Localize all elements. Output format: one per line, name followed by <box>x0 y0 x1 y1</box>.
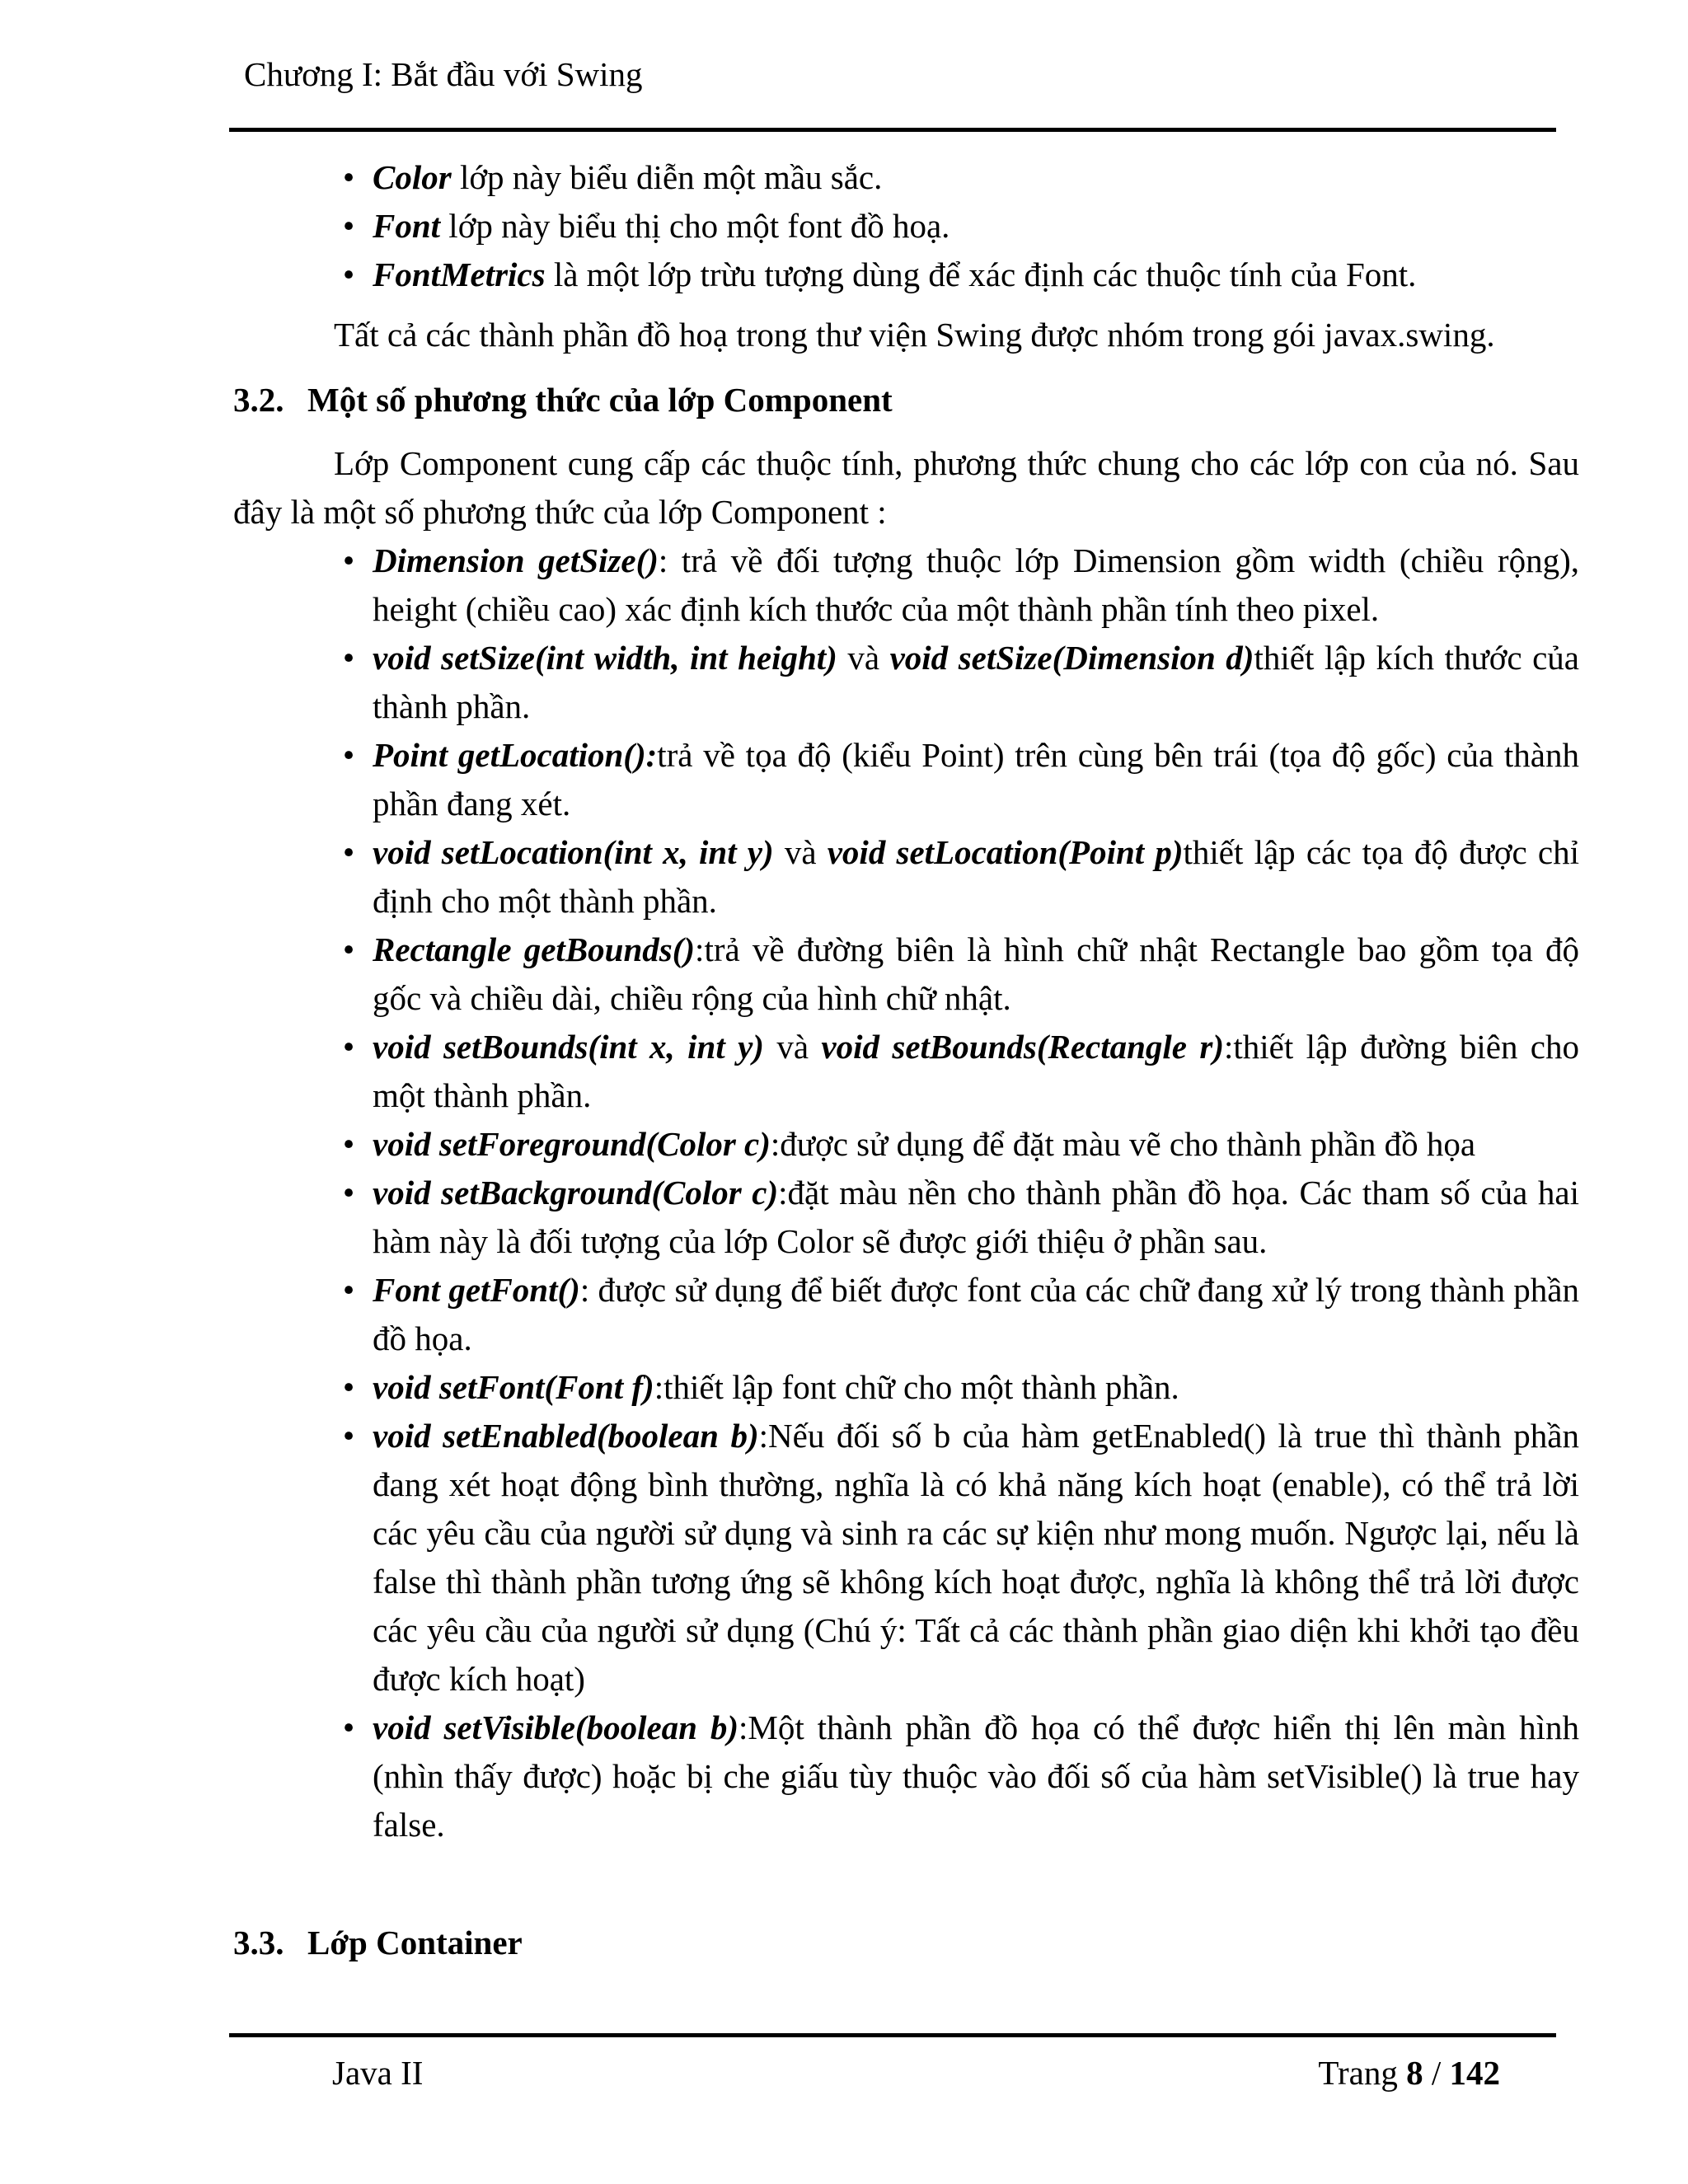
method-description: thiết lập kích thước của thành phần. <box>373 639 1580 725</box>
page-total: 142 <box>1449 2054 1500 2092</box>
method-list <box>233 537 1579 1849</box>
bullet-icon: • <box>342 1028 355 1066</box>
bullet-icon: • <box>342 158 355 196</box>
list-item <box>233 251 1579 299</box>
method-signature: void setSize(int width, int height) <box>373 639 837 677</box>
class-list <box>233 153 1579 299</box>
page-separator: / <box>1423 2054 1450 2092</box>
bullet-icon: • <box>342 930 355 968</box>
method-item <box>233 1363 1579 1412</box>
method-signature: Rectangle getBounds() <box>373 930 696 968</box>
class-description: lớp này biểu diễn một mầu sắc. <box>451 158 883 196</box>
method-connector: và <box>773 833 828 871</box>
bullet-icon: • <box>342 255 355 293</box>
method-signature-alt: void setBounds(Rectangle r) <box>821 1028 1224 1066</box>
method-item <box>233 1120 1579 1169</box>
method-description: trả về tọa độ (kiểu Point) trên cùng bên trái (tọa độ gốc) của thành phần đang xét. <box>373 736 1579 823</box>
method-item <box>233 1412 1579 1704</box>
bullet-icon: • <box>342 1125 355 1163</box>
list-item <box>233 153 1579 202</box>
page-header-title: Chương I: Bắt đầu với Swing <box>244 55 643 93</box>
method-description: thiết lập các tọa độ được chỉ định cho một thành phần. <box>373 833 1579 920</box>
section-heading-3-3 <box>233 1919 523 1967</box>
method-item <box>233 537 1579 634</box>
bullet-icon: • <box>342 1368 355 1406</box>
section-title: Một số phương thức của lớp Component <box>307 381 893 419</box>
method-description: :thiết lập font chữ cho một thành phần. <box>654 1368 1179 1406</box>
paragraph-swing: Tất cả các thành phần đồ hoạ trong thư viện Swing được nhóm trong gói javax.swing. <box>334 316 1495 354</box>
method-description: : được sử dụng để biết được font của các chữ đang xử lý trong thành phần đồ họa. <box>373 1271 1580 1357</box>
page-current: 8 <box>1406 2054 1423 2092</box>
method-item <box>233 828 1579 926</box>
bullet-icon: • <box>342 833 355 871</box>
method-description: :đặt màu nền cho thành phần đồ họa. Các tham số của hai hàm này là đối tượng của lớp Color sẽ được giới thiệu ở phần sau. <box>373 1174 1579 1260</box>
method-signature: void setEnabled(boolean b) <box>373 1417 759 1455</box>
method-description: :được sử dụng để đặt màu vẽ cho thành phần đồ họa <box>770 1125 1476 1163</box>
method-signature-alt: void setSize(Dimension d) <box>889 639 1254 677</box>
method-description: :thiết lập đường biên cho một thành phần. <box>373 1028 1580 1114</box>
class-term: Font <box>373 207 441 245</box>
section-number: 3.2. <box>233 381 284 419</box>
class-term: Color <box>373 158 452 196</box>
method-item <box>233 634 1579 731</box>
method-signature: Font getFont() <box>373 1271 580 1309</box>
method-description: :Một thành phần đồ họa có thể được hiển thị lên màn hình (nhìn thấy được) hoặc bị che giấu tùy thuộc vào đối số của hàm setVisible() là true hay false. <box>373 1708 1579 1844</box>
class-term: FontMetrics <box>373 255 546 293</box>
section-number: 3.3. <box>233 1924 284 1961</box>
class-description: là một lớp trừu tượng dùng để xác định các thuộc tính của Font. <box>545 255 1417 293</box>
bullet-icon: • <box>342 1174 355 1212</box>
section-heading-3-2 <box>233 376 1579 424</box>
method-signature: void setVisible(boolean b) <box>373 1708 738 1746</box>
method-signature: void setBackground(Color c) <box>373 1174 779 1212</box>
method-connector: và <box>763 1028 822 1066</box>
method-item <box>233 1266 1579 1363</box>
method-item <box>233 731 1579 828</box>
method-connector: và <box>837 639 890 677</box>
method-item <box>233 1704 1579 1849</box>
method-signature: void setBounds(int x, int y) <box>373 1028 764 1066</box>
header-rule <box>229 128 1556 132</box>
method-description: : trả về đối tượng thuộc lớp Dimension gồm width (chiều rộng), height (chiều cao) xác định kích thước của một thành phần tính theo pixel. <box>373 541 1579 628</box>
method-signature: Point getLocation(): <box>373 736 658 774</box>
method-description: :Nếu đối số b của hàm getEnabled() là true thì thành phần đang xét hoạt động bình thường, nghĩa là có khả năng kích hoạt (enable), có thể trả lời các yêu cầu của người sử dụng và sinh ra các sự kiện như mong muốn. Ngược lại, nếu là false thì thành phần tương ứng sẽ không kích hoạt được, nghĩa là không thể trả lời được các yêu cầu của người sử dụng (Chú ý: Tất cả các thành phần giao diện khi khởi tạo đều được kích hoạt) <box>373 1417 1580 1698</box>
bullet-icon: • <box>342 639 355 677</box>
footer-page-number <box>1318 2048 1500 2097</box>
method-signature-alt: void setLocation(Point p) <box>827 833 1184 871</box>
method-item <box>233 1023 1579 1120</box>
bullet-icon: • <box>342 1417 355 1455</box>
paragraph-component: Lớp Component cung cấp các thuộc tính, phương thức chung cho các lớp con của nó. Sau đây là một số phương thức của lớp Component : <box>233 444 1579 531</box>
bullet-icon: • <box>342 541 355 579</box>
method-signature: void setFont(Font f) <box>373 1368 654 1406</box>
page-prefix: Trang <box>1318 2054 1407 2092</box>
method-item <box>233 926 1579 1023</box>
bullet-icon: • <box>342 736 355 774</box>
method-signature: Dimension getSize() <box>373 541 659 579</box>
bullet-icon: • <box>342 1271 355 1309</box>
class-description: lớp này biểu thị cho một font đồ hoạ. <box>440 207 950 245</box>
bullet-icon: • <box>342 207 355 245</box>
list-item <box>233 202 1579 251</box>
footer-course-name: Java II <box>332 2054 424 2092</box>
bullet-icon: • <box>342 1708 355 1746</box>
method-signature: void setLocation(int x, int y) <box>373 833 774 871</box>
method-item <box>233 1169 1579 1266</box>
section-title: Lớp Container <box>307 1924 523 1961</box>
page-body <box>233 153 1579 1849</box>
footer-rule <box>229 2033 1556 2037</box>
method-signature: void setForeground(Color c) <box>373 1125 771 1163</box>
method-description: :trả về đường biên là hình chữ nhật Rectangle bao gồm tọa độ gốc và chiều dài, chiều rộng của hình chữ nhật. <box>373 930 1579 1017</box>
